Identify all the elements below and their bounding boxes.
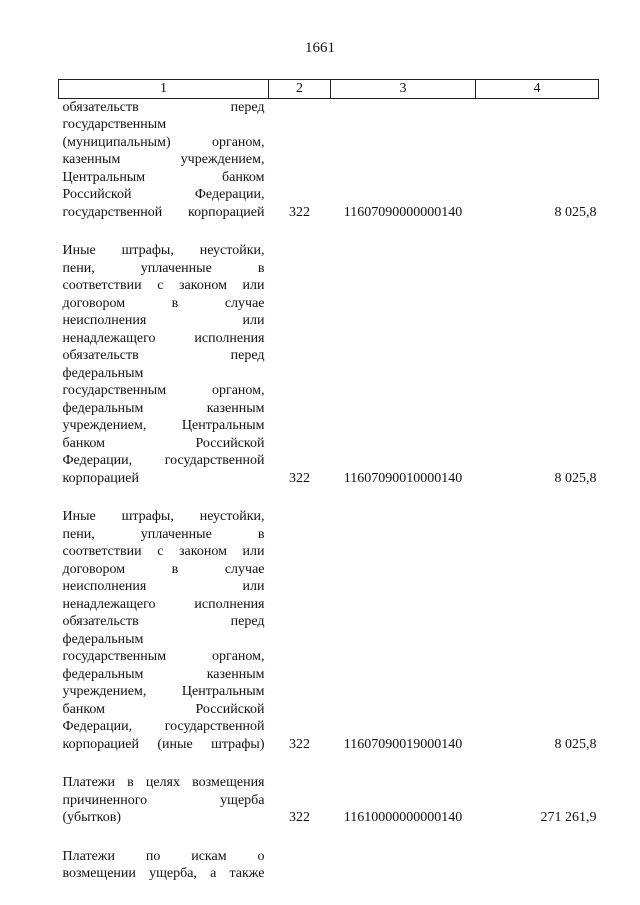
income-name-line: банком Российской [62,701,265,717]
income-name-line: соответствии с законом или [62,278,265,293]
income-name-line: Иные штрафы, неустойки, [62,509,265,524]
admin-code-cell: 322 [289,470,310,486]
spacer-cell [331,827,476,848]
income-name-line: Российской Федерации, [62,187,265,202]
spacer-cell [331,221,476,242]
budget-classification-code-cell: 11610000000000140 [343,810,463,825]
page-number: 1661 [305,40,335,56]
income-name-text [63,774,265,827]
income-name-line: федеральным [62,365,144,381]
spacer-cell [269,487,331,508]
income-name-line: ненадлежащего исполнения [62,330,265,346]
admin-code-cell [269,848,331,883]
income-name-line: пени, уплаченные в [62,260,265,276]
table-header-row [59,80,599,99]
income-name-line: государственным органом, [62,383,265,398]
column-header-2: 2 [269,80,331,99]
income-name-line: корпорацией (иные штрафы) [62,736,265,752]
income-name-line: Платежи по искам о [62,848,265,864]
spacer-cell [59,221,269,242]
income-name-line: возмещении ущерба, а также [62,866,265,881]
spacer-cell [476,487,599,508]
income-name-cell [59,98,269,221]
income-name-line: Федерации, государственной [62,453,265,468]
income-name-line: причиненного ущерба [62,792,265,808]
income-name-text [63,508,265,753]
spacer-cell [59,753,269,774]
admin-code-cell: 322 [289,204,310,220]
income-name-line: неисполнения или [62,579,265,594]
table-row [59,848,599,883]
income-name-line: учреждением, Центральным [62,418,265,433]
row-spacer [59,221,599,242]
income-name-line: соответствии с законом или [62,544,265,559]
spacer-cell [476,753,599,774]
amount-cell: 8 025,8 [554,470,597,486]
spacer-cell [59,827,269,848]
income-name-line: банком Российской [62,435,265,451]
income-name-line: государственным [62,117,167,132]
budget-classification-code-cell [331,848,476,883]
income-name-line: пени, уплаченные в [62,526,265,542]
income-name-cell [59,774,269,827]
income-name-cell [59,242,269,487]
income-name-line: федеральным казенным [62,400,265,416]
income-name-line: (убытков) [62,810,121,825]
table-row [59,98,599,221]
budget-classification-code-cell: 11607090010000140 [343,470,463,486]
income-name-line: обязательств перед [62,614,265,629]
table-row [59,508,599,753]
income-name-line: федеральным [62,631,144,647]
income-name-line: Федерации, государственной [62,719,265,734]
spacer-cell [476,221,599,242]
income-name-line: казенным учреждением, [62,152,265,167]
table-row [59,774,599,827]
budget-classification-code-cell: 11607090019000140 [343,736,463,752]
column-header-3: 3 [331,80,476,99]
budget-classification-code-cell: 11607090000000140 [343,204,463,220]
income-name-line: Платежи в целях возмещения [62,775,265,790]
income-name-line: неисполнения или [62,313,265,328]
spacer-cell [269,827,331,848]
income-name-line: федеральным казенным [62,666,265,682]
column-header-1: 1 [59,80,269,99]
income-name-cell [59,508,269,753]
income-name-text [63,848,265,883]
row-spacer [59,827,599,848]
amount-cell: 8 025,8 [554,204,597,220]
income-name-line: (муниципальным) органом, [62,134,265,150]
row-spacer [59,753,599,774]
spacer-cell [59,487,269,508]
income-name-line: обязательств перед [62,99,265,115]
amount-cell [476,848,599,883]
income-name-line: государственной корпорацией [62,204,265,220]
table-row [59,242,599,487]
income-name-line: обязательств перед [62,348,265,363]
spacer-cell [269,221,331,242]
income-name-text [63,242,265,487]
income-name-line: договором в случае [62,295,265,311]
income-name-text [63,99,265,222]
row-spacer [59,487,599,508]
spacer-cell [331,487,476,508]
admin-code-cell: 322 [289,810,310,825]
income-name-line: ненадлежащего исполнения [62,596,265,612]
income-name-line: Центральным банком [62,169,265,185]
admin-code-cell: 322 [289,736,310,752]
income-name-line: государственным органом, [62,649,265,664]
spacer-cell [269,753,331,774]
income-name-cell [59,848,269,883]
income-name-line: Иные штрафы, неустойки, [62,243,265,258]
amount-cell: 271 261,9 [540,810,597,825]
budget-table [58,79,599,883]
amount-cell: 8 025,8 [554,736,597,752]
spacer-cell [476,827,599,848]
income-name-line: корпорацией [62,470,139,486]
table-body [59,98,599,883]
column-header-4: 4 [476,80,599,99]
income-name-line: учреждением, Центральным [62,684,265,699]
income-name-line: договором в случае [62,561,265,577]
spacer-cell [331,753,476,774]
